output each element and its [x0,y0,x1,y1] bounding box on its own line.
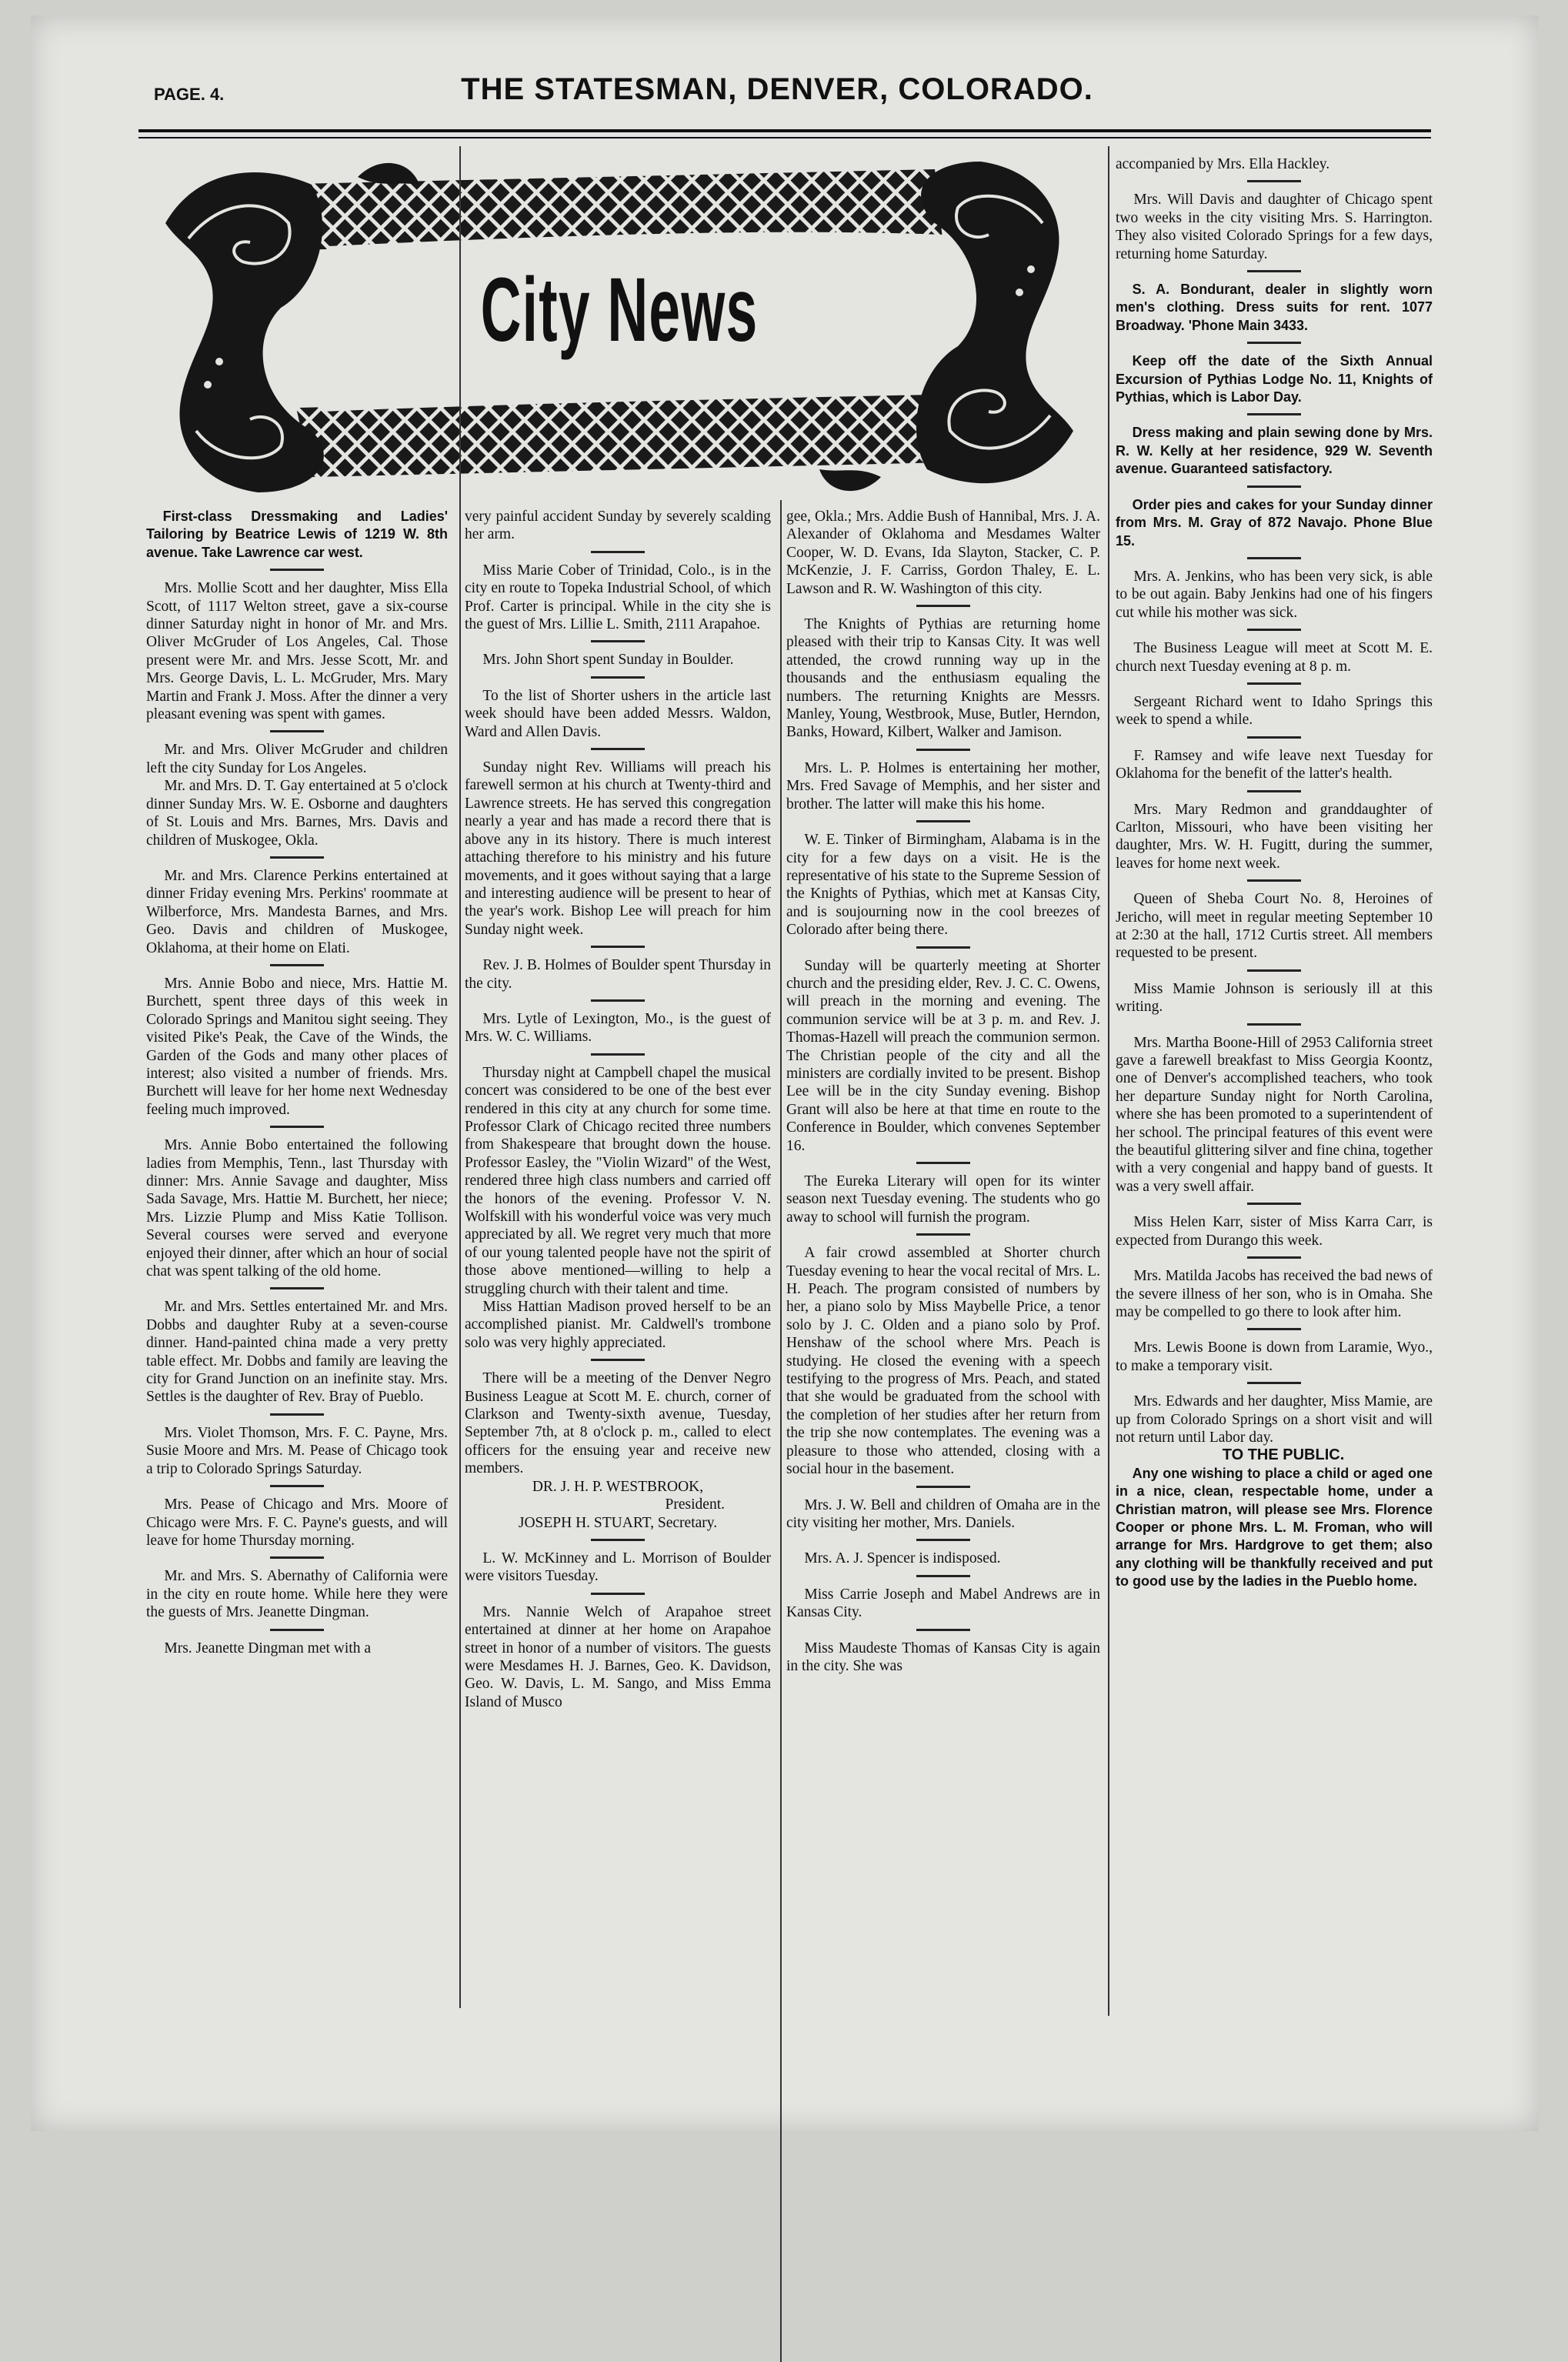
item-separator [1247,682,1301,685]
item-separator [1247,629,1301,631]
item-separator [270,856,324,859]
news-item: Mrs. A. Jenkins, who has been very sick, is able to be out again. Baby Jenkins had one of his fingers cut while his mother was sick. [1116,568,1433,621]
item-separator [591,748,645,750]
news-item: very painful accident Sunday by severely scalding her arm. [465,509,771,543]
city-news-banner [165,154,1073,500]
item-separator [270,1413,324,1416]
item-separator [591,676,645,679]
column-rule-3 [1108,146,1109,2016]
news-item: Mr. and Mrs. D. T. Gay entertained at 5 o'clock dinner Sunday Mrs. W. E. Osborne and daughters of St. Louis and Mrs. Barnes, Mrs. Davis and children of Muskogee, Okla. [146,778,448,849]
news-item: Miss Maudeste Thomas of Kansas City is again in the city. She was [786,1640,1100,1674]
item-separator [591,551,645,553]
news-item: accompanied by Mrs. Ella Hackley. [1116,156,1330,172]
item-separator [591,1359,645,1361]
news-item: Mr. and Mrs. Settles entertained Mr. and Mrs. Dobbs and daughter Ruby at a seven-course dinner. Hand-painted china made a very pretty table effect. Mr. Dobbs and family are leaving the city for Grand Junction on an inefinite stay. Mrs. Settles is the daughter of Rev. Bray of Pueblo. [146,1299,448,1406]
news-item: A fair crowd assembled at Shorter church Tuesday evening to hear the vocal recital of Mrs. L. H. Peach. The program consisted of numbers by her, a piano solo by Miss Maybelle Price, a tenor solo by J. C. Olden and a piano solo by Prof. Henshaw of the school where Mrs. Peach is studying. He closed the evening with a speech testifying to the progress of Mrs. Peach, and stated that she would be graduated from the school with the completion of her studies after her return from the trip she now contemplates. The evening was a pleasure to those who attended, closing with a social hour in the basement. [786,1245,1100,1478]
news-item: Mrs. A. J. Spencer is indisposed. [804,1550,1001,1567]
news-item: gee, Okla.; Mrs. Addie Bush of Hannibal, Mrs. J. A. Alexander of Oklahoma and Mesdames Walter Cooper, W. D. Evans, Ida Slayton, Stacker, C. P. McKenzie, J. F. Carriss, Gordon Thaley, E. L. Lawson and R. W. Washington of this city. [786,509,1100,597]
news-item: Sunday will be quarterly meeting at Shorter church and the presiding elder, Rev. J. C. C. Owens, will preach in the morning and evening. The communion service will be at 3 p. m. and Rev. J. Thomas-Hazell will preach the communion sermon. The Christian people of the city and all the ministers are cordially invited to be present. Bishop Lee will be in the city Sunday evening. Bishop Grant will also be here at that time en route to the Conference in Boulder, which convenes September 16. [786,957,1100,1154]
news-item: Mrs. L. P. Holmes is entertaining her mother, Mrs. Fred Savage of Memphis, and her sister and brother. The latter will make this his home. [786,759,1100,812]
newspaper-title: THE STATESMAN, DENVER, COLORADO. [461,72,1093,106]
news-item: Mr. and Mrs. Oliver McGruder and children left the city Sunday for Los Angeles. [146,742,448,776]
item-separator [916,605,970,607]
masthead-rule-thick [138,129,1431,132]
item-separator [1247,969,1301,972]
item-separator [1247,180,1301,182]
item-separator [270,1126,324,1128]
news-item: Mrs. John Short spent Sunday in Boulder. [482,652,734,669]
section-heading: TO THE PUBLIC. [1222,1446,1345,1464]
news-item: Sergeant Richard went to Idaho Springs this week to spend a while. [1116,693,1433,729]
news-item: JOSEPH H. STUART, Secretary. [518,1514,718,1531]
news-item: Queen of Sheba Court No. 8, Heroines of Jericho, will meet in regular meeting September 10 at 2:30 at the hall, 1712 Curtis street. All members requested to be present. [1116,891,1433,962]
news-item: Rev. J. B. Holmes of Boulder spent Thursday in the city. [465,957,771,992]
news-item: Mrs. Martha Boone-Hill of 2953 California street gave a farewell breakfast to Miss Georgia Koontz, one of Denver's accomplished teachers, who took her departure Sunday night for North Carolina, where she has been promoted to a superintendent of her school. The principal features of this event were the beautiful glittering silver and fine china, together with a very congenial and happy band of guests. It was a very swell affair. [1116,1034,1433,1195]
column-1 [146,508,448,1657]
item-separator [1247,1023,1301,1026]
item-separator [1247,1328,1301,1330]
news-item: The Eureka Literary will open for its winter season next Tuesday evening. The students who go away to school will furnish the program. [786,1173,1100,1226]
item-separator [591,1053,645,1056]
item-separator [270,569,324,571]
news-item: First-class Dressmaking and Ladies' Tailoring by Beatrice Lewis of 1219 W. 8th avenue. Take Lawrence car west. [146,509,448,560]
news-item: Mrs. Mollie Scott and her daughter, Miss Ella Scott, of 1117 Welton street, gave a six-course dinner Saturday night in honor of Mr. and Mrs. Oliver McGruder of Los Angeles, Cal. Those present were Mr. and Mrs. Jesse Scott, Mr. and Mrs. George Davis, L. L. McGruder, Mrs. Mary Martin and Frank J. Moss. After the dinner a very pleasant evening was spent with games. [146,580,448,723]
news-item: Keep off the date of the Sixth Annual Excursion of Pythias Lodge No. 11, Knights of Pythias, which is Labor Day. [1116,353,1433,405]
news-item: S. A. Bondurant, dealer in slightly worn men's clothing. Dress suits for rent. 1077 Broadway. 'Phone Main 3433. [1116,282,1433,333]
item-separator [916,820,970,822]
item-separator [916,946,970,949]
item-separator [1247,1256,1301,1259]
item-separator [1247,342,1301,344]
item-separator [591,946,645,948]
news-item: Mrs. Lytle of Lexington, Mo., is the guest of Mrs. W. C. Williams. [465,1010,771,1046]
item-separator [916,749,970,751]
item-separator [1247,1203,1301,1205]
news-item: W. E. Tinker of Birmingham, Alabama is in the city for a few days on a visit. He is the representative of his state to the Supreme Session of the Knights of Pythias, which met at Kansas City, and is soujourning now in the cool breezes of Colorado after being there. [786,832,1100,939]
news-item: The Knights of Pythias are returning home pleased with their trip to Kansas City. It was well attended, the crowd running way up in the thousands and the enthusiasm equaling the numbers. The returning Knights are Messrs. Manley, Young, Westbrook, Muse, Butler, Herndon, Banks, Howard, Kilbert, Walker and Jamison. [786,616,1100,741]
news-item: To the list of Shorter ushers in the article last week should have been added Messrs. Waldon, Ward and Allen Davis. [465,687,771,740]
news-item: The Business League will meet at Scott M. E. church next Tuesday evening at 8 p. m. [1116,640,1433,675]
news-item: Miss Hattian Madison proved herself to be an accomplished pianist. Mr. Caldwell's trombone solo was very highly appreciated. [465,1299,771,1351]
column-rule-1 [459,146,461,2008]
item-separator [1247,270,1301,272]
news-item: Mrs. Mary Redmon and granddaughter of Carlton, Missouri, who have been visiting her daughter, Mrs. W. H. Fugitt, during the summer, leaves for home next week. [1116,801,1433,872]
item-separator [1247,790,1301,792]
news-item: Mrs. Violet Thomson, Mrs. F. C. Payne, Mrs. Susie Moore and Mrs. M. Pease of Chicago took a trip to Colorado Springs Saturday. [146,1424,448,1477]
news-item: L. W. McKinney and L. Morrison of Boulder were visitors Tuesday. [465,1550,771,1585]
item-separator [270,1556,324,1559]
news-item: Mrs. Edwards and her daughter, Miss Mamie, are up from Colorado Springs on a short visit and will not return until Labor day. [1116,1393,1433,1446]
news-item: Mrs. Pease of Chicago and Mrs. Moore of Chicago were Mrs. F. C. Payne's guests, and will leave for home Thursday morning. [146,1496,448,1549]
news-item: Miss Helen Karr, sister of Miss Karra Carr, is expected from Durango this week. [1116,1214,1433,1249]
item-separator [591,1539,645,1541]
news-item: Mrs. Jeanette Dingman met with a [164,1640,371,1656]
item-separator [916,1486,970,1488]
news-item: Order pies and cakes for your Sunday dinner from Mrs. M. Gray of 872 Navajo. Phone Blue 15. [1116,496,1433,549]
news-item: Miss Mamie Johnson is seriously ill at this writing. [1116,980,1433,1016]
news-item: Mrs. Lewis Boone is down from Laramie, Wyo., to make a temporary visit. [1116,1339,1433,1374]
column-3 [786,508,1100,1675]
news-item: Mrs. J. W. Bell and children of Omaha are in the city visiting her mother, Mrs. Daniels. [786,1496,1100,1531]
news-item: F. Ramsey and wife leave next Tuesday for Oklahoma for the benefit of the latter's health. [1116,747,1433,782]
item-separator [916,1233,970,1236]
news-item: Dress making and plain sewing done by Mrs. R. W. Kelly at her residence, 929 W. Seventh avenue. Guaranteed satisfactory. [1116,425,1433,477]
column-2 [465,508,771,1711]
news-item: Any one wishing to place a child or aged one in a nice, clean, respectable home, under a Christian matron, will please see Mrs. Florence Cooper or phone Mrs. L. M. Froman, who will arrange for Mrs. Hardgrove to get them; also any clothing will be thankfully received and put to good use by the ladies in the Pueblo home. [1116,1465,1433,1590]
item-separator [591,640,645,642]
masthead [123,62,1431,123]
item-separator [916,1162,970,1164]
news-item: Mrs. Will Davis and daughter of Chicago spent two weeks in the city visiting Mrs. S. Harrington. They also visited Colorado Springs for a few days, returning home Saturday. [1116,192,1433,262]
news-item: Miss Carrie Joseph and Mabel Andrews are in Kansas City. [786,1586,1100,1621]
item-separator [916,1539,970,1541]
item-separator [270,730,324,732]
news-item: President. [665,1496,725,1513]
item-separator [1247,413,1301,415]
item-separator [270,1287,324,1289]
item-separator [1247,485,1301,488]
item-separator [270,1629,324,1631]
item-separator [1247,1382,1301,1384]
news-item: There will be a meeting of the Denver Negro Business League at Scott M. E. church, corner of Clarkson and Twenty-sixth avenue, Tuesday, September 7th, at 8 o'clock p. m., called to elect officers for the ensuing year and receive new members. [465,1370,771,1477]
news-item: Mrs. Annie Bobo and niece, Mrs. Hattie M. Burchett, spent three days of this week in Colorado Springs and Manitou sight seeing. They visited Pike's Peak, the Cave of the Winds, the Garden of the Gods and many other places of interest; also visited a number of friends. Mrs. Burchett will leave for her home next Wednesday feeling much improved. [146,975,448,1118]
news-item: Mrs. Matilda Jacobs has received the bad news of the severe illness of her son, who is in Omaha. She may be compelled to go there to look after him. [1116,1268,1433,1320]
column-4 [1116,155,1433,1591]
masthead-rule-thin [138,137,1431,138]
item-separator [1247,557,1301,559]
news-item: DR. J. H. P. WESTBROOK, [532,1478,704,1495]
item-separator [270,1485,324,1487]
item-separator [916,1575,970,1577]
item-separator [1247,736,1301,739]
item-separator [1247,879,1301,882]
news-item: Thursday night at Campbell chapel the musical concert was considered to be one of the best ever rendered in this city at any church for some time. Professor Clark of Chicago recited three numbers from Shakespeare that brought down the house. Professor Easley, the "Violin Wizard" of the West, rendered three high class numbers and carried off the honors of the evening. Professor V. N. Wolfskill with his wonderful voice was very much appreciated by all. We regret very much that more of our young talented people have not the spirit of those above mentioned—willing to help a struggling church with their talent and time. [465,1064,771,1297]
news-item: Mr. and Mrs. Clarence Perkins entertained at dinner Friday evening Mrs. Perkins' roommate at Wilberforce, Mrs. Mandesta Barnes, and Mrs. Geo. Davis and children of Muskogee, Oklahoma, at their home on Elati. [146,867,448,956]
news-item: Mr. and Mrs. S. Abernathy of California were in the city en route home. While here they were the guests of Mrs. Jeanette Dingman. [146,1568,448,1621]
item-separator [270,964,324,966]
item-separator [916,1629,970,1631]
news-item: Mrs. Annie Bobo entertained the following ladies from Memphis, Tenn., last Thursday with dinner: Mrs. Annie Savage and daughter, Miss Sada Savage, Mrs. Hattie M. Burchett, her niece; Mrs. Lizzie Plump and Miss Katie Tollison. Several courses were served and everyone enjoyed their dinner, after which an hour of social chat was spent talking of the old home. [146,1137,448,1280]
news-item: Miss Marie Cober of Trinidad, Colo., is in the city en route to Topeka Industrial School, of which Prof. Carter is principal. While in the city she is the guest of Mrs. Lillie L. Smith, 2111 Arapahoe. [465,562,771,633]
news-item: Mrs. Nannie Welch of Arapahoe street entertained at dinner at her home on Arapahoe street in honor of a number of visitors. The guests were Mesdames H. J. Barnes, Geo. K. Davidson, Geo. W. Davis, L. M. Sango, and Miss Emma Island of Musco [465,1603,771,1710]
item-separator [591,1593,645,1595]
item-separator [591,999,645,1002]
column-rule-2 [780,500,782,2362]
banner-title: City News [480,259,759,361]
news-item: Sunday night Rev. Williams will preach his farewell sermon at his church at Twenty-third and Lawrence streets. He has served this congregation nearly a year and has made a record there that is above any in its history. There is much interest attaching therefore to his ministry and his future movements, and it goes without saying that a large and interesting audience will be present to hear of the year's work. Bishop Lee will preach for him Sunday night week. [465,759,771,938]
page-number: PAGE. 4. [154,85,225,104]
